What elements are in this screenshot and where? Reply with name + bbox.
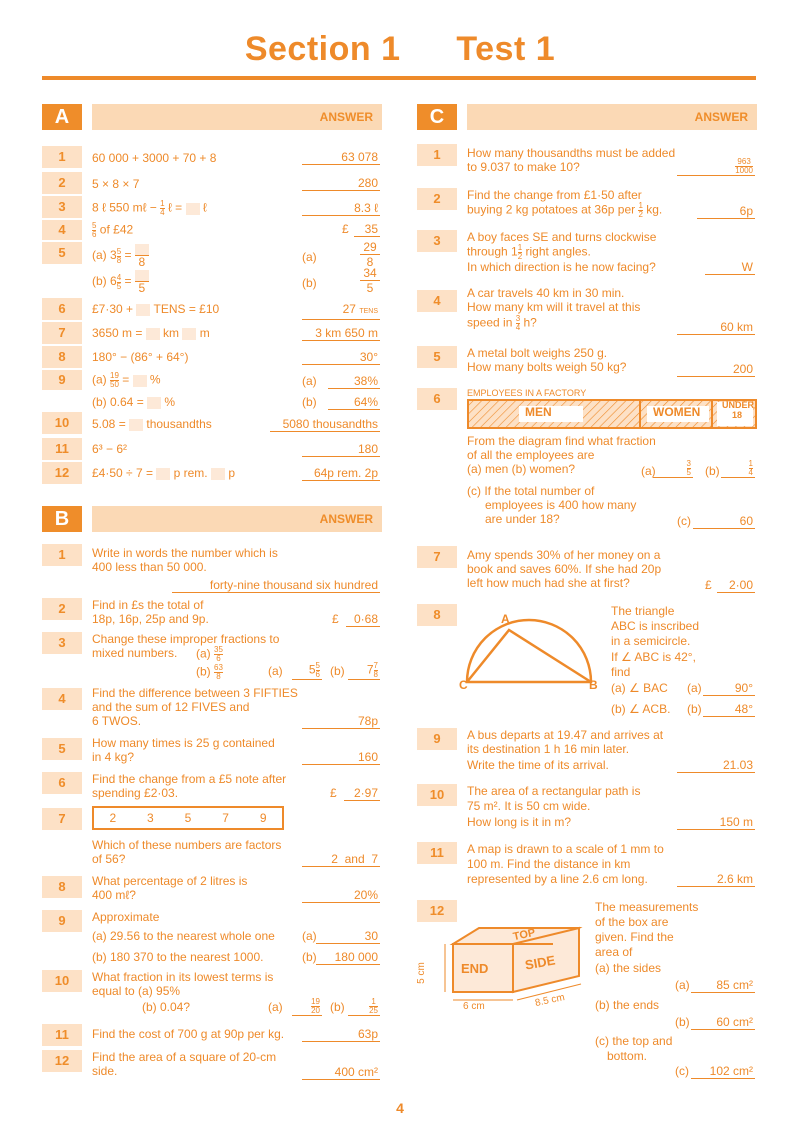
question-text: mixed numbers. [92,646,178,660]
title-rule [42,76,756,80]
question [42,146,382,168]
answer: 85 cm² [691,978,755,993]
answer-label: £ [342,222,349,236]
test-title: Test 1 [456,30,556,68]
answer: 160 [302,750,380,765]
question-text: A boy faces SE and turns clockwise [467,230,657,244]
question-text: spending £2·03. [92,786,179,800]
question-text: (c) the top and [595,1034,673,1048]
question-text: represented by a line 2.6 cm long. [467,872,648,886]
answer-label: (b) [302,950,317,964]
semicircle [467,620,591,682]
question-number: 11 [417,842,457,864]
answer: 48° [703,702,755,717]
point-b-label: B [589,678,598,692]
answer-label: (b) [675,1015,690,1029]
answer-fraction: 34 5 [360,266,380,295]
answer: forty-nine thousand six hundred [172,578,380,593]
question-number: 12 [42,462,82,484]
question [42,196,382,218]
answer-label: £ [330,786,337,800]
question-text: (a) 29.56 to the nearest whole one [92,929,275,943]
answer: 0·68 [346,612,380,627]
answer: 5 $\frac{5}{6}$ [292,662,322,680]
question [42,874,382,906]
question [42,322,382,344]
question-number: 7 [42,808,82,830]
question [42,738,382,770]
answer-label: (b) [330,1000,345,1014]
answer: 8.3 ℓ [302,201,380,216]
question [417,188,757,222]
question [417,546,757,596]
section-c-badge: C [417,104,457,130]
section-b [42,506,382,532]
question-text: What fraction in its lowest terms is [92,970,274,984]
question-text: (b) 0.04? [142,1000,191,1014]
question-text: 3650 m = km m [92,326,210,340]
question-text: If ∠ ABC is 42°, [611,650,696,664]
question-number: 3 [417,230,457,252]
question-text: Find the difference between 3 FIFTIES [92,686,298,700]
question-text: and the sum of 12 FIVES and [92,700,250,714]
question-text: (b) ∠ ACB. [611,702,671,716]
women-label: WOMEN [653,405,701,419]
question [42,1024,382,1046]
question [417,388,757,538]
question-text: 180° − (86° + 64°) [92,350,189,364]
section-a-badge: A [42,104,82,130]
question-text: How many bolts weigh 50 kg? [467,360,627,374]
point-c-label: C [459,678,468,692]
question-number: 2 [42,598,82,620]
semicircle-diagram [457,610,605,694]
question-text: buying 2 kg potatoes at 36p per $\frac{1}{2}$ kg. [467,201,663,219]
answer: 21.03 [677,758,755,773]
question [42,910,382,968]
employees-diagram [467,398,757,430]
question [417,144,757,180]
answer-label: (a) [641,464,656,478]
answer: 5080 thousandths [270,417,380,432]
section-b-questions [42,544,382,1084]
answer: $\frac{1}{4}$ [721,460,755,478]
answer: 280 [302,176,380,191]
question-text: 6³ − 6² [92,442,128,456]
question-text: side. [92,1064,118,1078]
answer-label: (b) [302,395,317,409]
question-text: $\frac{5}{6}$ of £42 [92,221,134,239]
answer: 60 cm² [691,1015,755,1030]
question-number: 8 [417,604,457,626]
question-text: A metal bolt weighs 250 g. [467,346,608,360]
question-text: The measurements [595,900,699,914]
question-text: 5 × 8 × 7 [92,177,140,191]
box-diagram [425,924,595,1024]
question [417,346,757,378]
question-text: (a) ∠ BAC [611,681,668,695]
question-text: of the box are [595,915,669,929]
question [42,370,382,410]
question-number: 7 [42,322,82,344]
question-number: 10 [42,412,82,434]
question-text: ABC is inscribed [611,619,700,633]
question [42,632,382,682]
question-text: (a) $\frac{19}{50}$ = % [92,371,161,389]
question-text: Find the change from £1·50 after [467,188,642,202]
question-text: In which direction is he now facing? [467,260,656,274]
question-number: 6 [42,298,82,320]
question [42,172,382,194]
page-number: 4 [396,1100,404,1116]
question-text: 400 less than 50 000. [92,560,207,574]
question [417,604,757,722]
question-text: in a semicircle. [611,634,691,648]
answer: 63p [302,1027,380,1042]
question [42,220,382,240]
question-text: Which of these numbers are factors [92,838,282,852]
question-number: 4 [42,688,82,710]
question-text: bottom. [607,1049,648,1063]
question-text: (b) 6 $\frac{4}{5}$ = 5 [92,270,149,294]
question [42,462,382,484]
answer: 400 cm² [302,1065,380,1080]
question-number: 4 [417,290,457,312]
question-text: A bus departs at 19.47 and arrives at [467,728,664,742]
answer: $\frac{19}{20}$ [292,998,322,1016]
question-number: 8 [42,876,82,898]
answer: $\frac{963}{1000}$ [677,158,755,176]
question [42,412,382,434]
question-number: 6 [417,388,457,410]
question-number: 9 [417,728,457,750]
top-label: TOP [511,926,537,944]
question-number: 11 [42,438,82,460]
answer: 150 m [677,815,755,830]
question [417,842,757,890]
question-number: 5 [42,738,82,760]
question-text: left how much had she at first? [467,576,630,590]
answer: 180 [302,442,380,457]
question [417,230,757,278]
question-text: How many thousandths must be added [467,146,676,160]
answer: 30 [316,929,380,944]
question-text: 6 TWOS. [92,714,142,728]
question-number: 6 [42,772,82,794]
answer-label: £ [332,612,339,626]
question-number: 2 [417,188,457,210]
question-text: of 56? [92,852,126,866]
answer: 2.6 km [677,872,755,887]
question-number: 5 [42,242,82,264]
answer-label: (b) [687,702,702,716]
question-text: to 9.037 to make 10? [467,160,580,174]
question-text: 60 000 + 3000 + 70 + 8 [92,151,217,165]
section-c-questions [417,144,757,1084]
answer: $\frac{1}{25}$ [348,998,380,1016]
answer: 38% [328,374,380,389]
answer-label: (a) [268,1000,283,1014]
question [42,1050,382,1082]
answer-label: (a) [268,664,283,678]
answer: 35 [354,222,380,237]
answer-label: £ [705,578,712,592]
answer-header: ANSWER [92,104,382,130]
question-number: 12 [42,1050,82,1072]
question-text: 75 m². It is 50 cm wide. [467,799,591,813]
question-text: How long is it in m? [467,815,572,829]
answer: 64% [328,395,380,410]
question-text: (a) 3 $\frac{5}{8}$ = 8 [92,244,149,268]
question-text: in 4 kg? [92,750,135,764]
section-a [42,104,382,130]
question-text: £7·30 + TENS = £10 [92,302,220,316]
question-text: Write in words the number which is [92,546,278,560]
answer-label: (c) [677,514,691,528]
question [42,438,382,460]
question-text: its destination 1 h 16 min later. [467,742,630,756]
question-number: 12 [417,900,457,922]
question [417,728,757,776]
answer-header: ANSWER [92,506,382,532]
question-text: (b) $\frac{63}{8}$ [196,663,223,681]
width-label: 6 cm [463,1001,485,1012]
question-text: Find the area of a square of 20-cm [92,1050,277,1064]
question-number: 11 [42,1024,82,1046]
question-number: 1 [417,144,457,166]
answer-fraction: 29 8 [360,240,380,269]
question-text: A car travels 40 km in 30 min. [467,286,625,300]
answer: 2·97 [344,786,380,801]
question [42,346,382,368]
question-text: Change these improper fractions to [92,632,280,646]
section-a-questions [42,144,382,489]
answer: 102 cm² [691,1064,755,1079]
question-text: A map is drawn to a scale of 1 mm to [467,842,664,856]
answer: 63 078 [302,150,380,165]
answer: 200 [677,362,755,377]
section-title: Section 1 [244,30,401,68]
question-text: employees is 400 how many [485,498,637,512]
question-text: area of [595,945,633,959]
answer-label: (a) [302,250,317,264]
question-text: £4·50 ÷ 7 = p rem. p [92,466,235,480]
answer: 3 km 650 m [302,326,380,341]
question-text: (a) the sides [595,961,662,975]
question-number: 3 [42,632,82,654]
answer-label: (b) [705,464,720,478]
question-text: The triangle [611,604,675,618]
question-text: (a) $\frac{35}{6}$ [196,645,223,663]
number-box: 2 3 5 7 9 [92,806,284,830]
answer: 60 km [677,320,755,335]
question-text: What percentage of 2 litres is [92,874,248,888]
question-text: 400 mℓ? [92,888,136,902]
question-number: 10 [417,784,457,806]
answer-label: (b) [302,276,317,290]
question-text: (c) If the total number of [467,484,595,498]
answer-label: (b) [330,664,345,678]
question-text: Amy spends 30% of her money on a [467,548,661,562]
question-text: find [611,665,631,679]
question-text: through 1 $\frac{1}{2}$ right angles. [467,243,591,261]
answer-label: (c) [675,1064,689,1078]
answer: 60 [693,514,755,529]
question-text: The area of a rectangular path is [467,784,641,798]
question-text: of all the employees are [467,448,595,462]
question [417,286,757,338]
question-text: Approximate [92,910,160,924]
question-number: 2 [42,172,82,194]
question-text: Find in £s the total of [92,598,204,612]
question-text: speed in $\frac{3}{4}$ h? [467,314,537,332]
question [42,688,382,734]
question [417,900,757,1084]
answer: 30° [302,350,380,365]
page-title [0,30,800,69]
question [42,598,382,630]
section-b-badge: B [42,506,82,532]
question-text: (b) 180 370 to the nearest 1000. [92,950,264,964]
question-number: 4 [42,220,82,240]
question-text: book and saves 60%. If she had 20p [467,562,662,576]
question-text: Write the time of its arrival. [467,758,609,772]
point-a-label: A [501,612,510,626]
question-text: given. Find the [595,930,674,944]
question [42,242,382,294]
answer: 90° [703,681,755,696]
question-number: 1 [42,544,82,566]
question [42,772,382,804]
question [42,544,382,594]
answer: $\frac{3}{5}$ [653,460,693,478]
answer: 2·00 [717,578,755,593]
question-text: (b) 0.64 = % [92,395,176,409]
question-text: From the diagram find what fraction [467,434,656,448]
question [42,808,382,870]
question-number: 5 [417,346,457,368]
question-text: Find the cost of 700 g at 90p per kg. [92,1027,285,1041]
answer: 64p rem. 2p [302,466,380,481]
question-text: (b) the ends [595,998,660,1012]
answer: W [705,260,755,275]
question-number: 7 [417,546,457,568]
question-text: 8 ℓ 550 mℓ − $\frac{1}{4}$ ℓ = ℓ [92,199,207,217]
question-text: 100 m. Find the distance in km [467,857,631,871]
answer: 2 and 7 [302,852,380,867]
answer-label: (a) [302,929,317,943]
question-number: 8 [42,346,82,368]
question-text: 5.08 = thousandths [92,417,212,431]
under18-label: UNDER 18 [722,400,755,420]
question-number: 10 [42,970,82,992]
height-label: 5 cm [415,962,427,984]
answer: 180 000 [316,950,380,965]
diagram-caption: EMPLOYEES IN A FACTORY [467,388,587,398]
question-text: 18p, 16p, 25p and 9p. [92,612,209,626]
question-text: equal to (a) 95% [92,984,181,998]
question-number: 9 [42,370,82,390]
answer: 78p [302,714,380,729]
question [42,970,382,1022]
answer-label: (a) [302,374,317,388]
answer: 27 TENS [302,302,380,320]
question-number: 3 [42,196,82,218]
end-label: END [461,961,489,976]
question-text: How many km will it travel at this [467,300,641,314]
question-number: 9 [42,910,82,932]
question-number: 1 [42,146,82,168]
question-text: (a) men (b) women? [467,462,576,476]
answer: 20% [302,888,380,903]
answer: 7 $\frac{7}{8}$ [348,662,380,680]
answer: 6p [697,204,755,219]
side-label: SIDE [523,952,557,973]
question-text: are under 18? [485,512,560,526]
answer-header: ANSWER [467,104,757,130]
answer-label: (a) [687,681,702,695]
question [417,784,757,832]
men-label: MEN [525,405,552,419]
question [42,298,382,320]
length-label: 8.5 cm [534,992,566,1010]
question-text: How many times is 25 g contained [92,736,275,750]
question-text: Find the change from a £5 note after [92,772,287,786]
answer-label: (a) [675,978,690,992]
section-c [417,104,757,130]
